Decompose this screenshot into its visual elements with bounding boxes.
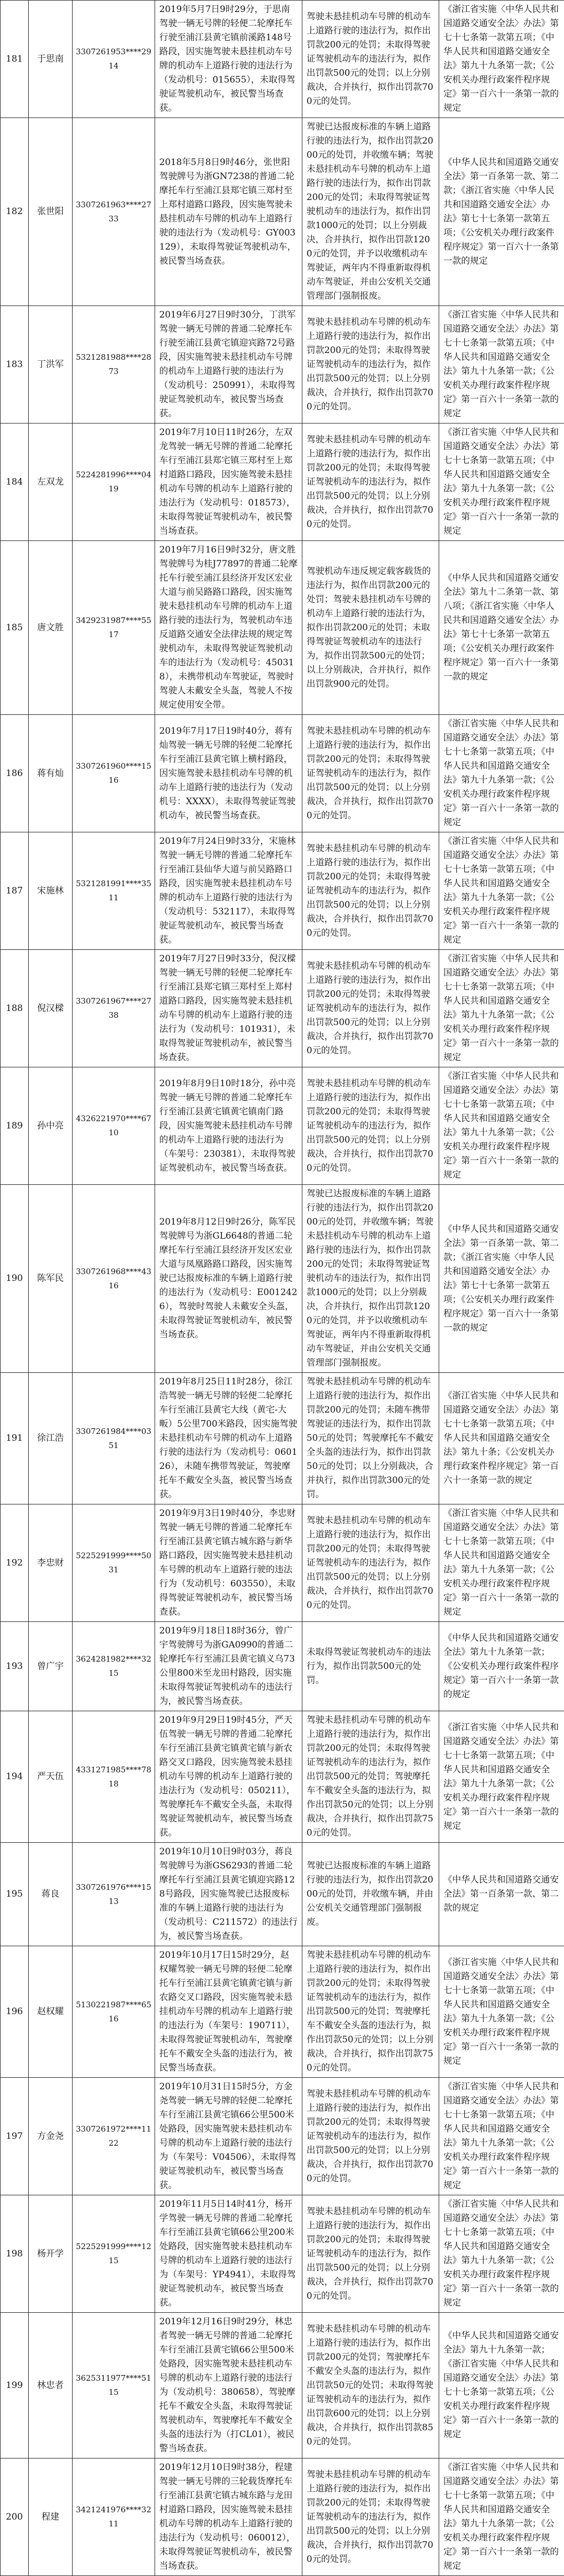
row-number: 198	[1, 2195, 29, 2313]
id-number: 5321281991****3511	[73, 832, 155, 950]
id-number: 3421241976****3211	[73, 2459, 155, 2576]
violation-facts: 2019年8月9日10时18分，孙中亮驾驶一辆无号牌的普通二轮摩托车行至浦江县黄宅镇黄宅镇南门路段，因实施驾驶未悬挂机动车号牌的机动车上道路行驶的违法行为（车架号：230381），未取得驾驶证驾驶机动车，被民警当场查获。	[155, 1067, 302, 1185]
violation-facts: 2019年12月16日9时29分，林忠者驾驶一辆无号牌的普通二轮摩托车行至浦江县黄宅镇66公里500米处路段，因实施驾驶未悬挂机动车号牌的机动车上道路行驶的违法行为（发动机号：380658），驾驶摩托车不戴安全头盔，未取得驾驶证驾驶机动车，驾驶摩托车不戴安全头盔的违法行为（打CL01），被民警当场查获。	[155, 2313, 302, 2459]
party-name: 徐江浩	[29, 1373, 73, 1504]
table-row	[1, 118, 564, 306]
violation-facts: 2019年8月12日9时26分，陈军民驾驶牌号为浙GL6648的普通二轮摩托车行至浦江县经济开发区宏业大道与凤凰路路口路段，因实施驾驶已达报废标准的车辆上道路行驶的违法行为（发动机号：E0012426），驾驶时驾驶人未戴安全头盔，未取得驾驶证驾驶机动车，被民警当场查获。	[155, 1185, 302, 1373]
penalty-decision: 驾驶未悬挂机动车号牌的机动车上道路行驶的违法行为，拟作出罚款200元的处罚；未取得驾驶证驾驶机动车的违法行为，拟作出罚款500元的处罚；以上分别裁决，合并执行，拟作出罚款700元的处罚。	[302, 950, 439, 1067]
id-number: 3307261967****2738	[73, 950, 155, 1067]
penalty-decision: 驾驶未悬挂机动车号牌的机动车上道路行驶的违法行为，拟作出罚款200元的处罚；驾驶摩托车不戴安全头盔的违法行为，拟作出罚款50元的处罚；未取得驾驶证驾驶机动车的违法行为，拟作出罚款600元的处罚；以上分别裁决，合并执行，拟作出罚款850元的处罚。	[302, 2313, 439, 2459]
penalty-decision: 驾驶未悬挂机动车号牌的机动车上道路行驶的违法行为，拟作出罚款200元的处罚；未取得驾驶证驾驶机动车的违法行为，拟作出罚款500元的处罚；驾驶摩托车不戴安全头盔的违法行为，拟作出罚款50元的处罚；以上分别裁决，合并执行，拟作出罚款750元的处罚。	[302, 1946, 439, 2078]
party-name: 蒋良	[29, 1843, 73, 1946]
legal-basis: 《浙江省实施〈中华人民共和国道路交通安全法〉办法》第七十七条第一款第五项；《中华人民共和国道路交通安全法》第九十九条第一款；《公安机关办理行政案件程序规定》第一百六十一条第一款的规定	[439, 2195, 564, 2313]
penalty-table-body	[1, 1, 564, 2576]
id-number: 3307261984****0351	[73, 1373, 155, 1504]
table-row	[1, 950, 564, 1067]
party-name: 左双龙	[29, 424, 73, 541]
violation-facts: 2019年11月5日14时41分，杨开学驾驶一辆无号牌的普通二轮摩托车行至浦江县黄宅镇66公里200米处路段，因实施驾驶未悬挂机动车号牌的机动车上道路行驶的违法行为（车架号：YP4941），未取得驾驶证驾驶机动车，被民警当场查获。	[155, 2195, 302, 2313]
party-name: 宋施林	[29, 832, 73, 950]
penalty-decision: 驾驶未悬挂机动车号牌的机动车上道路行驶的违法行为，拟作出罚款200元的处罚；未取得驾驶证驾驶机动车的违法行为，拟作出罚款500元的处罚；以上分别裁决，合并执行，拟作出罚款700元的处罚。	[302, 1504, 439, 1622]
violation-facts: 2019年9月18日18时36分，曾广宇驾驶牌号为浙GA0990的普通二轮摩托车行至浦江县黄宅镇义乌73公里800米至龙田村路段，因实施未取得驾驶证驾驶机动车的违法行为，被民警当场查获。	[155, 1622, 302, 1711]
row-number: 193	[1, 1622, 29, 1711]
legal-basis: 《浙江省实施〈中华人民共和国道路交通安全法〉办法》第七十七条第一款第五项；《中华人民共和国道路交通安全法》第九十九条第一款；《公安机关办理行政案件程序规定》第一百六十一条第一款的规定	[439, 306, 564, 424]
row-number: 181	[1, 1, 29, 118]
row-number: 184	[1, 424, 29, 541]
id-number: 4326221970****6710	[73, 1067, 155, 1185]
penalty-decision: 驾驶未悬挂机动车号牌的机动车上道路行驶的违法行为，拟作出罚款200元的处罚；未取得驾驶证驾驶机动车的违法行为，拟作出罚款500元的处罚；以上分别裁决，合并执行，拟作出罚款700元的处罚。	[302, 1, 439, 118]
legal-basis: 《浙江省实施〈中华人民共和国道路交通安全法〉办法》第七十七条第一款第五项；《中华人民共和国道路交通安全法》第九十九条第一款；《公安机关办理行政案件程序规定》第一百六十一条第一款的规定	[439, 1504, 564, 1622]
party-name: 蒋有灿	[29, 715, 73, 832]
legal-basis: 《中华人民共和国道路交通安全法》第一百条第一款、第二款的规定	[439, 1843, 564, 1946]
id-number: 5321281988****2873	[73, 306, 155, 424]
id-number: 3307261972****1122	[73, 2078, 155, 2195]
violation-facts: 2018年5月8日9时46分，张世阳驾驶牌号为浙GN7238的普通二轮摩托车行至浦江县郑宅镇三郑村至上郑村道路口路段，因实施驾驶未悬挂机动车号牌的机动车上道路行驶的违法行为（发动机号：GY003129），未取得驾驶证驾驶机动车，被民警当场查获。	[155, 118, 302, 306]
legal-basis: 《浙江省实施〈中华人民共和国道路交通安全法〉办法》第七十七条第一款第五项；《中华人民共和国道路交通安全法》第九十九条第一款；《公安机关办理行政案件程序规定》第一百六十一条第一款的规定	[439, 424, 564, 541]
table-row	[1, 541, 564, 715]
table-row	[1, 715, 564, 832]
row-number: 190	[1, 1185, 29, 1373]
row-number: 200	[1, 2459, 29, 2576]
table-row	[1, 2195, 564, 2313]
legal-basis: 《浙江省实施〈中华人民共和国道路交通安全法〉办法》第七十七条第一款第五项；《中华人民共和国道路交通安全法》第九十九条第一款；《公安机关办理行政案件程序规定》第一百六十一条第一款的规定	[439, 1711, 564, 1843]
row-number: 185	[1, 541, 29, 715]
violation-facts: 2019年7月17日19时40分，蒋有灿驾驶一辆无号牌的轻便二轮摩托车行至浦江县黄宅镇上横村路段，因实施驾驶未悬挂机动车号牌的机动车上道路行驶的违法行为（发动机号：XXXX），未取得驾驶证驾驶机动车，被民警当场查获。	[155, 715, 302, 832]
row-number: 188	[1, 950, 29, 1067]
party-name: 李忠财	[29, 1504, 73, 1622]
row-number: 197	[1, 2078, 29, 2195]
violation-facts: 2019年7月24日9时33分，宋施林驾驶一辆无号牌的普通二轮摩托车行至浦江县仙华大道与前吴路路口路段，因实施驾驶未悬挂机动车号牌的机动车上道路行驶的违法行为（发动机号：532117），未取得驾驶证驾驶机动车，被民警当场查获。	[155, 832, 302, 950]
penalty-decision: 驾驶未悬挂机动车号牌的机动车上道路行驶的违法行为，拟作出罚款200元的处罚；未取得驾驶证驾驶机动车的违法行为，拟作出罚款500元的处罚；以上分别裁决，合并执行，拟作出罚款700元的处罚。	[302, 832, 439, 950]
id-number: 3307261963****2733	[73, 118, 155, 306]
id-number: 3624281982****3215	[73, 1622, 155, 1711]
legal-basis: 《浙江省实施〈中华人民共和国道路交通安全法〉办法》第七十七条第一款第五项；《中华人民共和国道路交通安全法》第九十九条第一款；《公安机关办理行政案件程序规定》第一百六十一条第一款的规定	[439, 2459, 564, 2576]
party-name: 丁洪军	[29, 306, 73, 424]
table-row	[1, 832, 564, 950]
violation-facts: 2019年6月27日9时30分，丁洪军驾驶一辆无号牌的普通二轮摩托车行驶至浦江县黄宅镇迎宾路72号路段，因实施驾驶未悬挂机动车号牌的机动车上道路行驶的违法行为（发动机号：250991），未取得驾驶证驾驶机动车，被民警当场查获。	[155, 306, 302, 424]
violation-facts: 2019年8月25日11时28分，徐江浩驾驶一辆无号牌的轻便二轮摩托车行至浦江县黄宅大线（黄宅-大畈）5公里700米路段，因实施驾驶未悬挂机动车号牌的机动车上道路行驶的违法行为（发动机号：060126），未随车携带驾驶证，驾驶摩托车不戴安全头盔，被民警当场查获。	[155, 1373, 302, 1504]
table-row	[1, 2459, 564, 2576]
table-row	[1, 1843, 564, 1946]
penalty-decision: 驾驶未悬挂机动车号牌的机动车上道路行驶的违法行为，拟作出罚款200元的处罚；未取得驾驶证驾驶机动车的违法行为，拟作出罚款500元的处罚；以上分别裁决，合并执行，拟作出罚款700元的处罚。	[302, 2078, 439, 2195]
legal-basis: 《浙江省实施〈中华人民共和国道路交通安全法〉办法》第七十七条第一款第五项；《中华人民共和国道路交通安全法》第九十九条第一款；《公安机关办理行政案件程序规定》第一百六十一条第一款的规定	[439, 1067, 564, 1185]
legal-basis: 《浙江省实施〈中华人民共和国道路交通安全法〉办法》第七十七条第一款第五项；《中华人民共和国道路交通安全法》第九十九条第一款；《公安机关办理行政案件程序规定》第一百六十一条第一款的规定	[439, 1946, 564, 2078]
table-row	[1, 1373, 564, 1504]
table-row	[1, 1711, 564, 1843]
legal-basis: 《浙江省实施〈中华人民共和国道路交通安全法〉办法》第七十七条第一款第五项；《中华人民共和国道路交通安全法》第九十九条第一款；《公安机关办理行政案件程序规定》第一百六十一条第一款的规定	[439, 832, 564, 950]
penalty-decision: 驾驶已达报废标准的车辆上道路行驶的违法行为，拟作出罚款2000元的处罚，并收缴车辆；驾驶未悬挂机动车号牌的机动车上道路行驶的违法行为，拟作出罚款200元的处罚；未取得驾驶证驾驶机动车的违法行为，拟作出罚款1000元的处罚；以上分别裁决，合并执行，拟作出罚款1200元的处罚，并予以收缴机动车驾驶证，两年内不得重新取得机动车驾驶证，并由公安机关交通管理部门强制报废。	[302, 118, 439, 306]
penalty-decision: 驾驶未悬挂机动车号牌的机动车上道路行驶的违法行为，拟作出罚款200元的处罚；未取得驾驶证驾驶机动车的违法行为，拟作出罚款500元的处罚；以上分别裁决，合并执行，拟作出罚款700元的处罚。	[302, 715, 439, 832]
table-row	[1, 1, 564, 118]
party-name: 方金尧	[29, 2078, 73, 2195]
party-name: 于思南	[29, 1, 73, 118]
party-name: 程建	[29, 2459, 73, 2576]
penalty-decision: 驾驶未悬挂机动车号牌的机动车上道路行驶的违法行为，拟作出罚款200元的处罚；未取得驾驶证驾驶机动车的违法行为，拟作出罚款500元的处罚；以上分别裁决，合并执行，拟作出罚款700元的处罚。	[302, 1067, 439, 1185]
row-number: 195	[1, 1843, 29, 1946]
table-row	[1, 2313, 564, 2459]
row-number: 182	[1, 118, 29, 306]
legal-basis: 《浙江省实施〈中华人民共和国道路交通安全法〉办法》第七十七条第一款第五项；《中华人民共和国道路交通安全法》第九十九条第一款；《公安机关办理行政案件程序规定》第一百六十一条第一款的规定	[439, 950, 564, 1067]
row-number: 189	[1, 1067, 29, 1185]
legal-basis: 《浙江省实施〈中华人民共和国道路交通安全法〉办法》第七十七条第一款第五项；《中华人民共和国道路交通安全法》第九十条；《公安机关办理行政案件程序规定》第一百六十一条第一款的规定	[439, 1373, 564, 1504]
violation-facts: 2019年10月10日9时03分，蒋良驾驶牌号为浙GS6293的普通二轮摩托车行至浦江县黄宅镇迎宾路128号路段，因实施驾驶已达报废标准的车辆上道路行驶的违法行为（发动机号：C211572）的违法行为，被民警当场查获。	[155, 1843, 302, 1946]
party-name: 曾广宇	[29, 1622, 73, 1711]
violation-facts: 2019年10月17日15时29分，赵权耀驾驶一辆无号牌的轻便二轮摩托车行至浦江县黄宅镇黄宅镇与新农路交叉口路段，因实施驾驶未悬挂机动车号牌的机动车上道路行驶的违法行为（车架号：190711），未取得驾驶证驾驶机动车，驾驶摩托车不戴安全头盔的违法行为，被民警当场查获。	[155, 1946, 302, 2078]
id-number: 5225291999****5031	[73, 1504, 155, 1622]
id-number: 5225291999****1215	[73, 2195, 155, 2313]
id-number: 4331271985****7818	[73, 1711, 155, 1843]
violation-facts: 2019年7月27日9时33分，倪汉樑驾驶一辆无号牌的轻便二轮摩托车行至浦江县郑宅镇三郑村至上郑村道路口路段，因实施驾驶未悬挂机动车号牌的机动车上道路行驶的违法行为（发动机号：101931），未取得驾驶证驾驶机动车，被民警当场查获。	[155, 950, 302, 1067]
violation-facts: 2019年9月3日19时40分，李忠财驾驶一辆无号牌的普通二轮摩托车行至浦江县黄宅镇古城东路与新华路口路段，因实施驾驶未悬挂机动车号牌的机动车上道路行驶的违法行为（发动机号：603550），未取得驾驶证驾驶机动车，被民警当场查获。	[155, 1504, 302, 1622]
party-name: 张世阳	[29, 118, 73, 306]
id-number: 3625311977****5115	[73, 2313, 155, 2459]
id-number: 3429231987****5517	[73, 541, 155, 715]
table-row	[1, 1622, 564, 1711]
legal-basis: 《浙江省实施〈中华人民共和国道路交通安全法〉办法》第七十七条第一款第五项；《中华人民共和国道路交通安全法》第九十九条第一款；《公安机关办理行政案件程序规定》第一百六十一条第一款的规定	[439, 715, 564, 832]
party-name: 陈军民	[29, 1185, 73, 1373]
violation-facts: 2019年9月29日19时45分，严天伍驾驶一辆无号牌的普通二轮摩托车行至浦江县黄宅镇黄宅镇与新农路交叉口路段，因实施驾驶未悬挂机动车号牌的机动车上道路行驶的违法行为（发动机号：050211），驾驶摩托车不戴安全头盔，未取得驾驶证驾驶机动车，被民警当场查获。	[155, 1711, 302, 1843]
id-number: 3307261960****1516	[73, 715, 155, 832]
penalty-decision: 驾驶已达报废标准的车辆上道路行驶的违法行为，拟作出罚款2000元的处罚，并收缴车辆，并由公安机关交通管理部门强制报废。	[302, 1843, 439, 1946]
penalty-decision: 驾驶机动车违反规定载客载货的违法行为，拟作出罚款200元的处罚；驾驶未悬挂机动车号牌的机动车上道路行驶的违法行为，拟作出罚款200元的处罚；未取得驾驶证驾驶机动车的违法行为，拟作出罚款500元的处罚；以上分别裁决，合并执行，拟作出罚款900元的处罚。	[302, 541, 439, 715]
penalty-decision: 驾驶未悬挂机动车号牌的机动车上道路行驶的违法行为，拟作出罚款200元的处罚；未取得驾驶证驾驶机动车的违法行为，拟作出罚款500元的处罚；以上分别裁决，合并执行，拟作出罚款700元的处罚。	[302, 2459, 439, 2576]
legal-basis: 《中华人民共和国道路交通安全法》第一百条第一款、第二款；《浙江省实施〈中华人民共和国道路交通安全法〉办法》第七十七条第一款第五项；《公安机关办理行政案件程序规定》第一百六十一条第一款的规定	[439, 118, 564, 306]
penalty-decision: 驾驶未悬挂机动车号牌的机动车上道路行驶的违法行为，拟作出罚款200元的处罚；未取得驾驶证驾驶机动车的违法行为，拟作出罚款500元的处罚；以上分别裁决，合并执行，拟作出罚款700元的处罚。	[302, 2195, 439, 2313]
row-number: 192	[1, 1504, 29, 1622]
penalty-decision: 驾驶未悬挂机动车号牌的机动车上道路行驶的违法行为，拟作出罚款200元的处罚；未随车携带驾驶证的违法行为，拟作出罚款50元的处罚；驾驶摩托车不戴安全头盔的违法行为，拟作出罚款50元的处罚；以上分别裁决，合并执行，拟作出罚款300元的处罚。	[302, 1373, 439, 1504]
table-row	[1, 424, 564, 541]
penalty-decision: 驾驶未悬挂机动车号牌的机动车上道路行驶的违法行为，拟作出罚款200元的处罚；未取得驾驶证驾驶机动车的违法行为，拟作出罚款500元的处罚；以上分别裁决，合并执行，拟作出罚款700元的处罚。	[302, 306, 439, 424]
violation-facts: 2019年10月31日15时5分，方金尧驾驶一辆无号牌的轻便二轮摩托车行至浦江县黄宅镇66公里500米处路段，因实施驾驶未悬挂机动车号牌的机动车上道路行驶的违法行为（车架号：V04506），未取得驾驶证驾驶机动车，被民警当场查获。	[155, 2078, 302, 2195]
party-name: 孙中亮	[29, 1067, 73, 1185]
row-number: 187	[1, 832, 29, 950]
penalty-decision: 驾驶已达报废标准的车辆上道路行驶的违法行为，拟作出罚款2000元的处罚，并收缴车辆；驾驶未悬挂机动车号牌的机动车上道路行驶的违法行为，拟作出罚款200元的处罚；未取得驾驶证驾驶机动车的违法行为，拟作出罚款1000元的处罚；以上分别裁决，合并执行，拟作出罚款1200元的处罚，并予以收缴机动车驾驶证，两年内不得重新取得机动车驾驶证，并由公安机关交通管理部门强制报废。	[302, 1185, 439, 1373]
legal-basis: 《中华人民共和国道路交通安全法》第九十二条第一款、第八项；《浙江省实施〈中华人民共和国道路交通安全法〉办法》第七十七条第一款第五项；《公安机关办理行政案件程序规定》第一百六十一条第一款的规定	[439, 541, 564, 715]
id-number: 3307261968****4316	[73, 1185, 155, 1373]
legal-basis: 《浙江省实施〈中华人民共和国道路交通安全法〉办法》第七十七条第一款第五项；《中华人民共和国道路交通安全法》第九十九条第一款；《公安机关办理行政案件程序规定》第一百六十一条第一款的规定	[439, 2078, 564, 2195]
table-row	[1, 1185, 564, 1373]
legal-basis: 《浙江省实施〈中华人民共和国道路交通安全法〉办法》第七十七条第一款第五项；《中华人民共和国道路交通安全法》第九十九条第一款；《公安机关办理行政案件程序规定》第一百六十一条第一款的规定	[439, 1, 564, 118]
table-row	[1, 1504, 564, 1622]
party-name: 唐文胜	[29, 541, 73, 715]
penalty-decision: 未取得驾驶证驾驶机动车的违法行为，拟作出罚款500元的处罚。	[302, 1622, 439, 1711]
row-number: 196	[1, 1946, 29, 2078]
table-row	[1, 1067, 564, 1185]
penalty-decision: 驾驶未悬挂机动车号牌的机动车上道路行驶的违法行为，拟作出罚款200元的处罚；未取得驾驶证驾驶机动车的违法行为，拟作出罚款500元的处罚；以上分别裁决，合并执行，拟作出罚款700元的处罚。	[302, 424, 439, 541]
penalty-decision: 驾驶未悬挂机动车号牌的机动车上道路行驶的违法行为，拟作出罚款200元的处罚；未取得驾驶证驾驶机动车的违法行为，拟作出罚款500元的处罚；驾驶摩托车不戴安全头盔的违法行为，拟作出罚款50元的处罚；以上分别裁决，合并执行，拟作出罚款750元的处罚。	[302, 1711, 439, 1843]
id-number: 3307261976****1513	[73, 1843, 155, 1946]
party-name: 林忠者	[29, 2313, 73, 2459]
row-number: 191	[1, 1373, 29, 1504]
row-number: 186	[1, 715, 29, 832]
row-number: 194	[1, 1711, 29, 1843]
id-number: 3307261953****2914	[73, 1, 155, 118]
violation-facts: 2019年5月7日9时29分，于思南驾驶一辆无号牌的轻便二轮摩托车行驶至浦江县黄宅镇前溪路148号路段，因实施驾驶未悬挂机动车号牌的机动车上道路行驶的违法行为（发动机号：015655），未取得驾驶证驾驶机动车，被民警当场查获。	[155, 1, 302, 118]
row-number: 183	[1, 306, 29, 424]
party-name: 赵权耀	[29, 1946, 73, 2078]
id-number: 5130221987****6516	[73, 1946, 155, 2078]
table-row	[1, 306, 564, 424]
row-number: 199	[1, 2313, 29, 2459]
party-name: 杨开学	[29, 2195, 73, 2313]
table-row	[1, 1946, 564, 2078]
violation-facts: 2019年7月16日9时32分，唐文胜驾驶牌号为桂J77897的普通二轮摩托车行驶至浦江县经济开发区宏业大道与前吴路路口路段，因实施驾驶未悬挂机动车号牌的机动车上道路行驶的违法行为，驾驶机动车违反道路交通安全法律法规的规定驾驶机动车，未取得驾驶证驾驶机动车的违法行为（发动机号：450318），未携带机动车驾驶证，驾驶时驾驶人未戴安全头盔，驾驶人不按规定使用安全带。	[155, 541, 302, 715]
table-row	[1, 2078, 564, 2195]
id-number: 5224281996****0419	[73, 424, 155, 541]
legal-basis: 《中华人民共和国道路交通安全法》第九十九条第一款；《浙江省实施〈中华人民共和国道路交通安全法〉办法》第七十七条第一款第五项；《公安机关办理行政案件程序规定》第一百六十一条第一款的规定	[439, 2313, 564, 2459]
legal-basis: 《中华人民共和国道路交通安全法》第一百条第一款、第二款；《浙江省实施〈中华人民共和国道路交通安全法〉办法》第七十七条第一款第五项；《公安机关办理行政案件程序规定》第一百六十一条第一款的规定	[439, 1185, 564, 1373]
violation-facts: 2019年7月10日11时26分，左双龙驾驶一辆无号牌的普通二轮摩托车行至浦江县郑宅镇三郑村至上郑村道路口路段，因实施驾驶未悬挂机动车号牌的机动车上道路行驶的违法行为（发动机号：018573），未取得驾驶证驾驶机动车，被民警当场查获。	[155, 424, 302, 541]
party-name: 倪汉樑	[29, 950, 73, 1067]
legal-basis: 《中华人民共和国道路交通安全法》第九十九条第一款；《公安机关办理行政案件程序规定》第一百六十一条第一款的规定	[439, 1622, 564, 1711]
violation-facts: 2019年12月10日9时38分，程建驾驶一辆无号牌的三轮载货摩托车行至浦江县黄宅镇古城东路与龙田村道路口路段，因实施驾驶未悬挂机动车号牌的机动车上道路行驶的违法行为（发动机号：060012），未取得驾驶证驾驶机动车，被民警当场查获。	[155, 2459, 302, 2576]
party-name: 严天伍	[29, 1711, 73, 1843]
